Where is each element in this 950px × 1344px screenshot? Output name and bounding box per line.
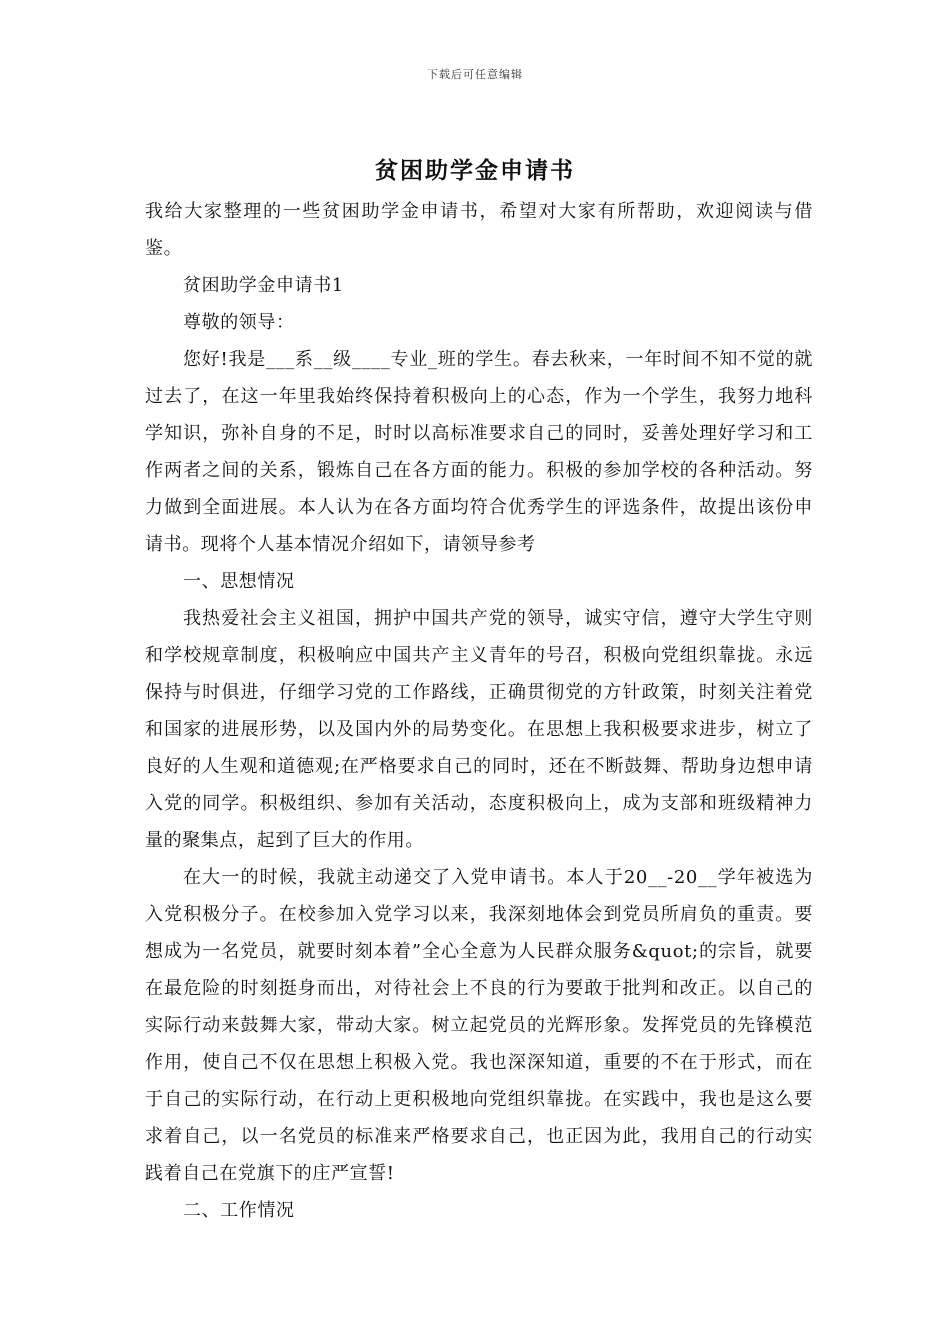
document-body [145, 193, 813, 1229]
header-note: 下载后可任意编辑 [427, 68, 523, 81]
salutation: 尊敬的领导： [183, 312, 295, 333]
body-paragraph-thought: 我热爱社会主义祖国，拥护中国共产党的领导，诚实守信，遵守大学生守则和学校规章制度，积极响应中国共产主义青年的号召，积极向党组织靠拢。永远保持与时俱进，仔细学习党的工作路线，正确贯彻党的方针政策，时刻关注着党和国家的进展形势，以及国内外的局势变化。在思想上我积极要求进步，树立了良好的人生观和道德观;在严格要求自己的同时，还在不断鼓舞、帮助身边想申请入党的同学。积极组织、参加有关活动，态度积极向上，成为支部和班级精神力量的聚集点，起到了巨大的作用。 [145, 608, 813, 851]
section-heading-thought: 一、思想情况 [183, 571, 295, 592]
body-paragraph-greeting: 您好!我是___系__级____专业_班的学生。春去秋来，一年时间不知不觉的就过去了，在这一年里我始终保持着积极向上的心态，作为一个学生，我努力地科学知识，弥补自身的不足，时时以高标准要求自己的同时，妥善处理好学习和工作两者之间的关系，锻炼自己在各方面的能力。积极的参加学校的各种活动。努力做到全面进展。本人认为在各方面均符合优秀学生的评选条件，故提出该份申请书。现将个人基本情况介绍如下，请领导参考 [145, 349, 813, 555]
section-label: 贫困助学金申请书1 [183, 275, 344, 296]
body-paragraph-party: 在大一的时候，我就主动递交了入党申请书。本人于20__-20__学年被选为入党积极分子。在校参加入党学习以来，我深刻地体会到党员所肩负的重责。要想成为一名党员，就要时刻本着”全心全意为人民群众服务&quot;的宗旨，就要在最危险的时刻挺身而出，对待社会上不良的行为要敢于批判和改正。以自己的实际行动来鼓舞大家，带动大家。树立起党员的光辉形象。发挥党员的先锋模范作用，使自己不仅在思想上积极入党。我也深深知道，重要的不在于形式，而在于自己的实际行动，在行动上更积极地向党组织靠拢。在实践中，我也是这么要求着自己，以一名党员的标准来严格要求自己，也正因为此，我用自己的行动实践着自己在党旗下的庄严宣誓! [145, 867, 813, 1184]
intro-paragraph: 我给大家整理的一些贫困助学金申请书，希望对大家有所帮助，欢迎阅读与借鉴。 [145, 201, 813, 259]
section-heading-work: 二、工作情况 [183, 1200, 295, 1221]
document-title: 贫困助学金申请书 [375, 157, 575, 184]
